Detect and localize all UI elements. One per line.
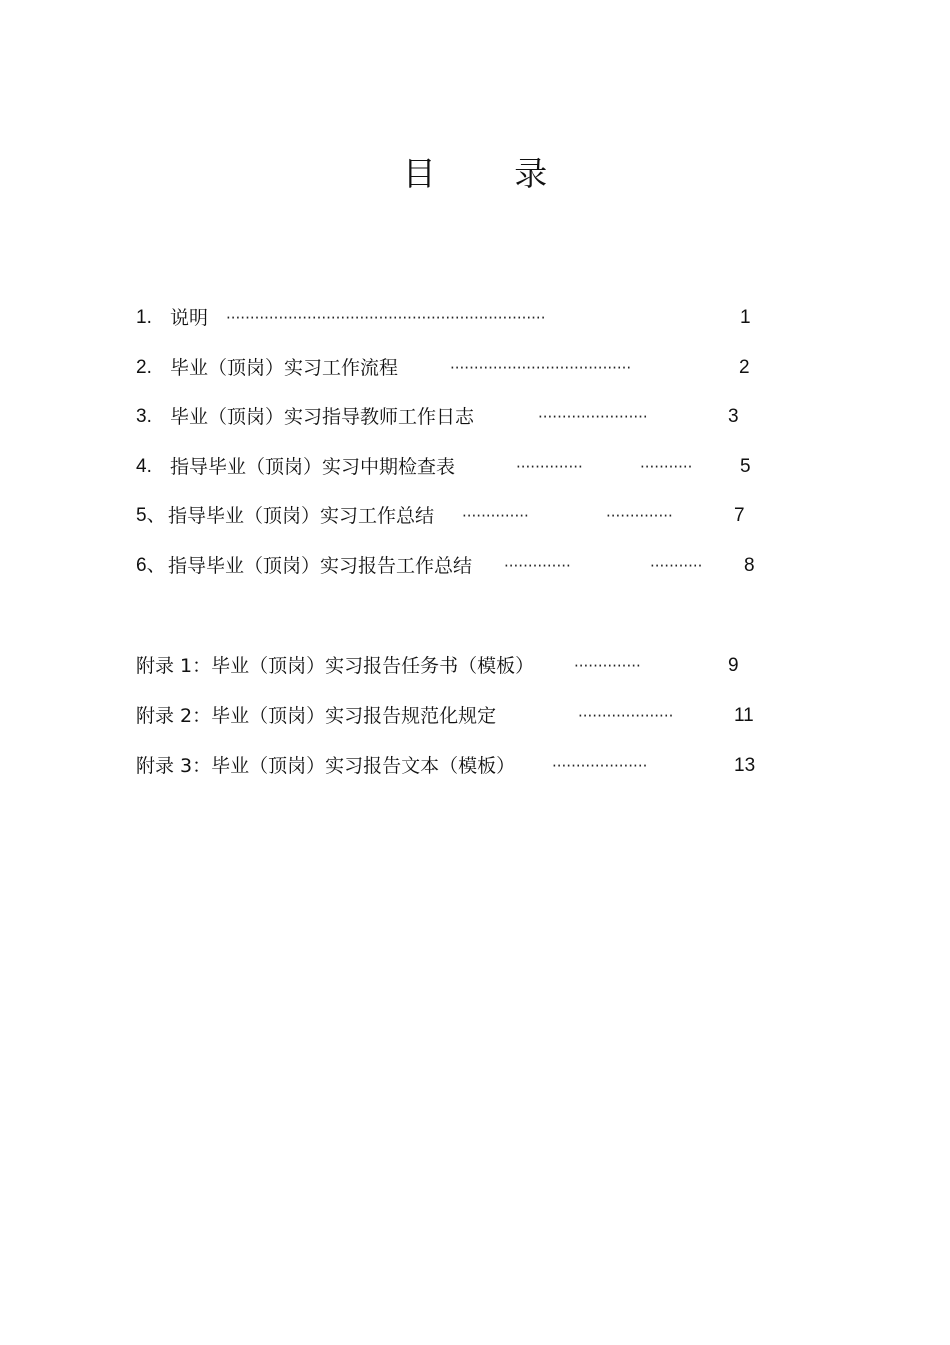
toc-label: 说明 xyxy=(170,307,209,329)
toc-number: 2. xyxy=(136,357,152,378)
appendix-label: 附录 2：毕业（顶岗）实习报告规范化规定 xyxy=(136,705,497,727)
appendix-leader-dots: ···················· xyxy=(578,707,674,725)
appendix-page-number: 9 xyxy=(728,655,739,676)
toc-leader-dots: ······································ xyxy=(450,359,632,377)
toc-label: 指导毕业（顶岗）实习中期检查表 xyxy=(170,456,456,478)
toc-page-number: 7 xyxy=(734,505,745,526)
toc-number: 4. xyxy=(136,456,152,477)
toc-page-number: 8 xyxy=(744,555,755,576)
toc-number: 3. xyxy=(136,406,152,427)
toc-page-number: 5 xyxy=(740,456,751,477)
toc-label: 毕业（顶岗）实习指导教师工作日志 xyxy=(170,406,475,428)
appendix-label: 附录 3：毕业（顶岗）实习报告文本（模板） xyxy=(136,755,516,777)
toc-label: 毕业（顶岗）实习工作流程 xyxy=(170,357,399,379)
toc-leader-dots: ·············· xyxy=(504,557,571,575)
toc-page-number: 3 xyxy=(728,406,739,427)
page-title: 目 录 xyxy=(402,154,582,193)
toc-number: 5、 xyxy=(136,505,166,526)
appendix-page-number: 13 xyxy=(734,755,756,776)
appendix-leader-dots: ···················· xyxy=(552,757,648,775)
appendix-page-number: 11 xyxy=(734,705,754,726)
toc-leader-dots: ·············· xyxy=(516,458,583,476)
toc-leader-dots: ··································································· xyxy=(226,309,546,327)
appendix-label: 附录 1：毕业（顶岗）实习报告任务书（模板） xyxy=(136,655,535,677)
toc-leader-dots: ··········· xyxy=(650,557,703,575)
toc-label: 指导毕业（顶岗）实习报告工作总结 xyxy=(168,555,473,577)
toc-leader-dots: ······················· xyxy=(538,408,648,426)
toc-leader-dots: ·············· xyxy=(606,507,673,525)
appendix-leader-dots: ·············· xyxy=(574,657,641,675)
toc-leader-dots: ·············· xyxy=(462,507,529,525)
toc-page-number: 2 xyxy=(739,357,750,378)
toc-label: 指导毕业（顶岗）实习工作总结 xyxy=(168,505,435,527)
toc-number: 1. xyxy=(136,307,152,328)
toc-number: 6、 xyxy=(136,555,166,576)
toc-page-number: 1 xyxy=(740,307,751,328)
toc-leader-dots: ··········· xyxy=(640,458,693,476)
